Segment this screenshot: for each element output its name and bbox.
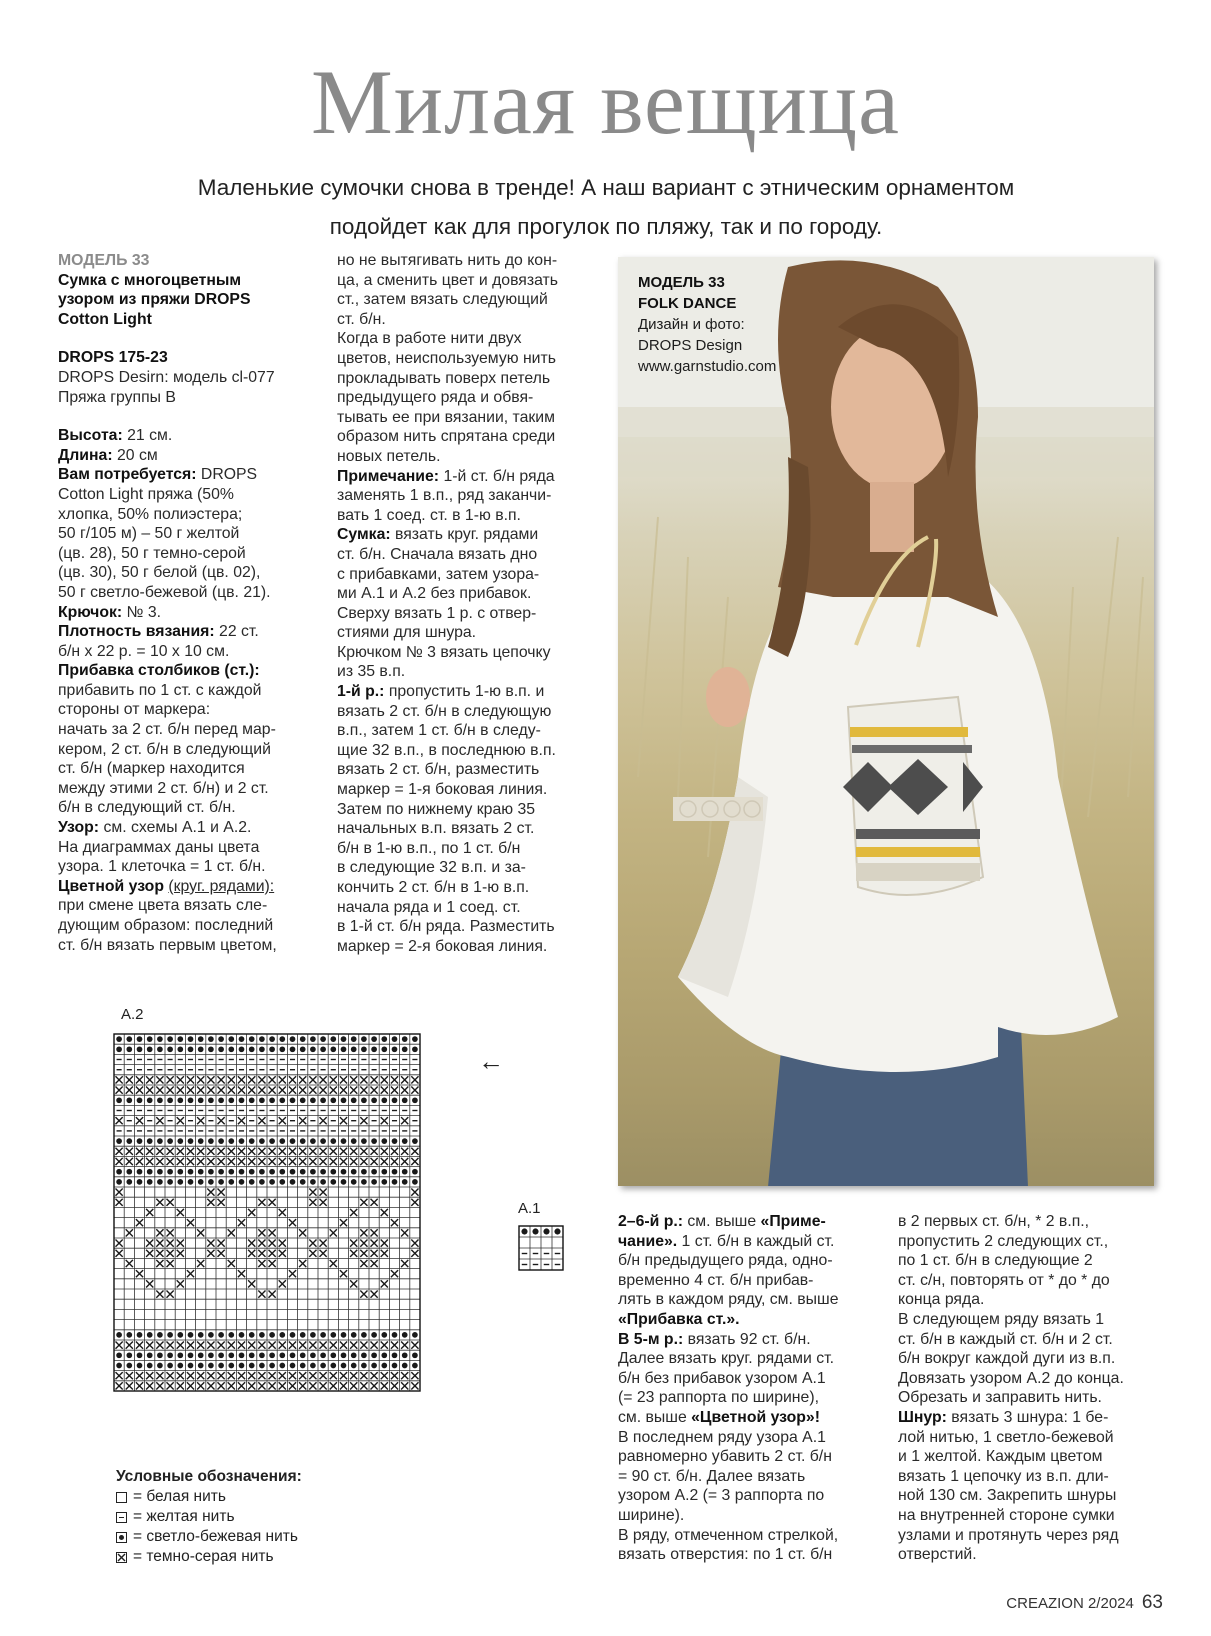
final-rows-text: = 90 ст. б/н. Далее вязать — [618, 1467, 806, 1485]
magazine-issue: CREAZION 2/2024 — [1006, 1595, 1134, 1612]
increase-text: стороны от маркера: — [58, 701, 211, 719]
cord-text: отверстий. — [898, 1546, 977, 1564]
cord-text: лой нитью, 1 светло-бежевой — [898, 1428, 1114, 1446]
hook-label: Крючок: — [58, 603, 123, 621]
bag-text: вязать круг. рядами — [390, 526, 539, 544]
subtitle-line: подойдет как для прогулок по пляжу, так и по городу. — [329, 214, 883, 239]
gray-cross-icon — [116, 1552, 127, 1563]
row1-text: кончить 2 ст. б/н в 1-ю в.п. — [337, 879, 530, 896]
instruction-text: тывать ее при вязании, таким — [337, 408, 555, 426]
row5-text: б/н без прибавок узором А.1 — [618, 1369, 826, 1387]
color-pattern-note: (круг. рядами): — [168, 877, 275, 895]
increase-text: начать за 2 ст. б/н перед мар- — [58, 721, 276, 739]
final-rows-text: ширине). — [618, 1506, 685, 1524]
bag-text: Крючком № 3 вязать цепочку — [337, 643, 551, 661]
text-column-2 — [337, 251, 597, 956]
instruction-text: ст., затем вязать следующий — [337, 291, 548, 309]
legend-beige: = светло-бежевая нить — [133, 1528, 298, 1545]
cord-text: вязать 3 шнура: 1 бе- — [946, 1408, 1109, 1426]
color-pattern-text: ст. б/н вязать первым цветом, — [58, 936, 277, 954]
page-title: Милая вещица — [311, 51, 900, 153]
row5-text: вязать 92 ст. б/н. — [683, 1330, 811, 1348]
row1-text: вязать 2 ст. б/н в следующую — [337, 702, 552, 720]
row1-text: начала ряда и 1 соед. ст. — [337, 898, 521, 916]
row5-text: см. выше — [618, 1408, 692, 1426]
page-subtitle — [120, 168, 1092, 246]
yellow-dash-icon — [116, 1512, 127, 1523]
credit-model: МОДЕЛЬ 33 — [638, 274, 725, 291]
finish-text: по 1 ст. б/н в следующие 2 — [898, 1252, 1093, 1270]
bag-text: ст. б/н. Сначала вязать дно — [337, 545, 538, 563]
rows-2-6-text: см. выше — [683, 1213, 761, 1230]
finish-text: В следующем ряду вязать 1 — [898, 1310, 1105, 1328]
bag-text: стиями для шнура. — [337, 624, 477, 642]
increase-text: между этими 2 ст. б/н) и 2 ст. — [58, 779, 269, 797]
increase-label: Прибавка столбиков (ст.): — [58, 662, 260, 680]
legend-gray: = темно-серая нить — [133, 1548, 274, 1565]
row5-ref: «Цветной узор»! — [691, 1408, 820, 1426]
row1-text: щие 32 в.п., в последнюю в.п. — [337, 741, 556, 759]
rows-2-6-ref: «Приме- — [760, 1213, 826, 1230]
row1-text: б/н в 1-ю в.п., по 1 ст. б/н — [337, 839, 521, 857]
text-column-3 — [618, 1212, 878, 1565]
row1-text: в 1-й ст. б/н ряда. Разместить — [337, 918, 555, 936]
woman-with-bag-illustration — [618, 257, 1154, 1186]
credit-text: DROPS Design — [638, 337, 743, 354]
materials-text: хлопка, 50% полиэстера; — [58, 505, 243, 523]
note-label: Примечание: — [337, 467, 440, 485]
materials-text: Cotton Light пряжа (50% — [58, 485, 234, 503]
instruction-text: но не вытягивать нить до кон- — [337, 252, 558, 269]
row1-label: 1-й р.: — [337, 683, 385, 701]
rows-2-6-text: лять в каждом ряду, см. выше — [618, 1291, 839, 1309]
credit-name: FOLK DANCE — [638, 295, 737, 312]
arrow-marker: ← — [478, 1046, 504, 1076]
row1-text: маркер = 1-я боковая линия. — [337, 781, 548, 799]
rows-2-6-text: 1 ст. б/н в каждый ст. — [677, 1232, 835, 1250]
photo-credit — [638, 272, 776, 377]
rows-2-6-ref: чание». — [618, 1232, 678, 1250]
color-pattern-label: Цветной узор — [58, 877, 164, 895]
finish-text: б/н вокруг каждой дуги из в.п. — [898, 1350, 1116, 1368]
row1-text: маркер = 2-я боковая линия. — [337, 937, 548, 955]
materials-text: (цв. 28), 50 г темно-серой — [58, 544, 246, 562]
instruction-text: ца, а сменить цвет и довязать — [337, 271, 559, 289]
finish-text: ст. б/н в каждый ст. б/н и 2 ст. — [898, 1330, 1113, 1348]
final-rows-text: вязать отверстия: по 1 ст. б/н — [618, 1546, 833, 1564]
row5-text: (= 23 раппорта по ширине), — [618, 1389, 819, 1407]
bag-text: ми А.1 и А.2 без прибавок. — [337, 585, 532, 603]
page-footer — [1006, 1592, 1163, 1614]
materials-text: 50 г/105 м) – 50 г желтой — [58, 525, 240, 543]
subtitle-line: Маленькие сумочки снова в тренде! А наш вариант с этническим орнаментом — [197, 175, 1015, 200]
model-photo — [618, 257, 1154, 1186]
legend-title: Условные обозначения: — [116, 1468, 302, 1485]
finish-text: конца ряда. — [898, 1291, 985, 1309]
chart-a2 — [113, 1033, 471, 1451]
legend-yellow: = желтая нить — [133, 1508, 235, 1525]
row5-text: Далее вязать круг. рядами ст. — [618, 1350, 835, 1368]
finish-text: ст. с/н, повторять от * до * до — [898, 1271, 1110, 1289]
hook-value: № 3. — [122, 603, 162, 621]
article-heading: узором из пряжи DROPS — [58, 291, 251, 309]
text-column-1 — [58, 251, 308, 955]
instruction-text: прокладывать поверх петель — [337, 369, 551, 387]
yarn-group: Пряжа группы B — [58, 388, 176, 406]
increase-text: прибавить по 1 ст. с каждой — [58, 681, 262, 699]
bag-text: Сверху вязать 1 р. с отвер- — [337, 604, 537, 622]
final-rows-text: узором А.2 (= 3 раппорта по — [618, 1487, 825, 1505]
row1-text: пропустить 1-ю в.п. и — [384, 683, 545, 701]
height-value: 21 см. — [122, 427, 173, 445]
cord-text: узлами и протянуть через ряд — [898, 1526, 1119, 1544]
note-text: заменять 1 в.п., ряд заканчи- — [337, 487, 552, 505]
density-value: б/н х 22 р. = 10 х 10 см. — [58, 642, 230, 660]
credit-url: www.garnstudio.com — [638, 358, 777, 375]
height-label: Высота: — [58, 427, 123, 445]
cord-text: вязать 1 цепочку из в.п. дли- — [898, 1467, 1109, 1485]
rows-2-6-text: б/н предыдущего ряда, одно- — [618, 1252, 833, 1270]
bag-text: с прибавками, затем узора- — [337, 565, 540, 583]
cord-text: на внутренней стороне сумки — [898, 1506, 1115, 1524]
cord-text: ной 130 см. Закрепить шнуры — [898, 1487, 1117, 1505]
color-pattern-text: дующим образом: последний — [58, 917, 274, 934]
pattern-label: Узор: — [58, 819, 100, 837]
page-number: 63 — [1141, 1592, 1163, 1613]
density-label: Плотность вязания: — [58, 623, 215, 641]
row5-label: В 5-м р.: — [618, 1330, 684, 1348]
pattern-text: узора. 1 клеточка = 1 ст. б/н. — [58, 858, 266, 876]
increase-text: б/н в следующий ст. б/н. — [58, 799, 236, 817]
bag-illustration — [843, 697, 983, 895]
rows-2-6-text: временно 4 ст. б/н прибав- — [618, 1271, 814, 1289]
chart-a1-label: A.1 — [518, 1200, 541, 1217]
pattern-text: см. схемы А.1 и А.2. — [99, 819, 252, 837]
finish-text: пропустить 2 следующих ст., — [898, 1232, 1109, 1250]
design-line: DROPS Desirn: модель cl-077 — [58, 368, 275, 386]
white-square-icon — [116, 1492, 127, 1503]
color-pattern-text: при смене цвета вязать сле- — [58, 897, 268, 915]
row1-text: начальных в.п. вязать 2 ст. — [337, 820, 535, 838]
beige-dot-icon — [116, 1532, 127, 1543]
pattern-text: На диаграммах даны цвета — [58, 838, 260, 856]
row1-text: в следующие 32 в.п. и за- — [337, 859, 526, 877]
length-label: Длина: — [58, 446, 113, 464]
instruction-text: цветов, неиспользуемую нить — [337, 349, 556, 367]
length-value: 20 см — [112, 446, 158, 464]
bag-label: Сумка: — [337, 526, 391, 544]
pattern-code: DROPS 175-23 — [58, 349, 168, 367]
materials-text: (цв. 30), 50 г белой (цв. 02), — [58, 564, 261, 582]
cord-text: и 1 желтой. Каждым цветом — [898, 1448, 1103, 1466]
rows-2-6-ref: «Прибавка ст.». — [618, 1310, 740, 1328]
instruction-text: ст. б/н. — [337, 310, 386, 328]
note-text: 1-й ст. б/н ряда — [439, 467, 555, 485]
materials-text: 50 г светло-бежевой (цв. 21). — [58, 583, 271, 601]
instruction-text: образом нить спрятана среди — [337, 428, 556, 446]
credit-text: Дизайн и фото: — [638, 316, 745, 333]
materials-label: Вам потребуется: — [58, 466, 197, 484]
note-text: вать 1 соед. ст. в 1-ю в.п. — [337, 506, 521, 524]
model-number: МОДЕЛЬ 33 — [58, 252, 150, 269]
legend — [116, 1467, 302, 1567]
materials-text: DROPS — [196, 466, 258, 484]
text-column-4 — [898, 1212, 1158, 1565]
increase-text: кером, 2 ст. б/н в следующий — [58, 740, 271, 758]
rows-2-6-label: 2–6-й р.: — [618, 1213, 684, 1230]
instruction-text: Когда в работе нити двух — [337, 330, 522, 348]
row1-text: Затем по нижнему краю 35 — [337, 800, 536, 818]
final-rows-text: В ряду, отмеченном стрелкой, — [618, 1526, 839, 1544]
article-heading: Сумка с многоцветным — [58, 271, 242, 289]
legend-white: = белая нить — [133, 1488, 226, 1505]
chart-a1 — [518, 1225, 568, 1285]
instruction-text: новых петель. — [337, 447, 441, 465]
row1-text: вязать 2 ст. б/н, разместить — [337, 761, 540, 779]
finish-text: в 2 первых ст. б/н, * 2 в.п., — [898, 1213, 1090, 1230]
density-value: 22 ст. — [214, 623, 259, 641]
finish-text: Обрезать и заправить нить. — [898, 1389, 1102, 1407]
bag-text: из 35 в.п. — [337, 663, 406, 681]
row1-text: в.п., затем 1 ст. б/н в следу- — [337, 722, 541, 740]
chart-a2-label: A.2 — [121, 1006, 144, 1023]
finish-text: Довязать узором А.2 до конца. — [898, 1369, 1124, 1387]
article-heading: Cotton Light — [58, 310, 152, 328]
instruction-text: предыдущего ряда и обвя- — [337, 389, 534, 407]
increase-text: ст. б/н (маркер находится — [58, 760, 245, 778]
final-rows-text: В последнем ряду узора А.1 — [618, 1428, 826, 1446]
cord-label: Шнур: — [898, 1408, 947, 1426]
final-rows-text: равномерно убавить 2 ст. б/н — [618, 1448, 832, 1466]
